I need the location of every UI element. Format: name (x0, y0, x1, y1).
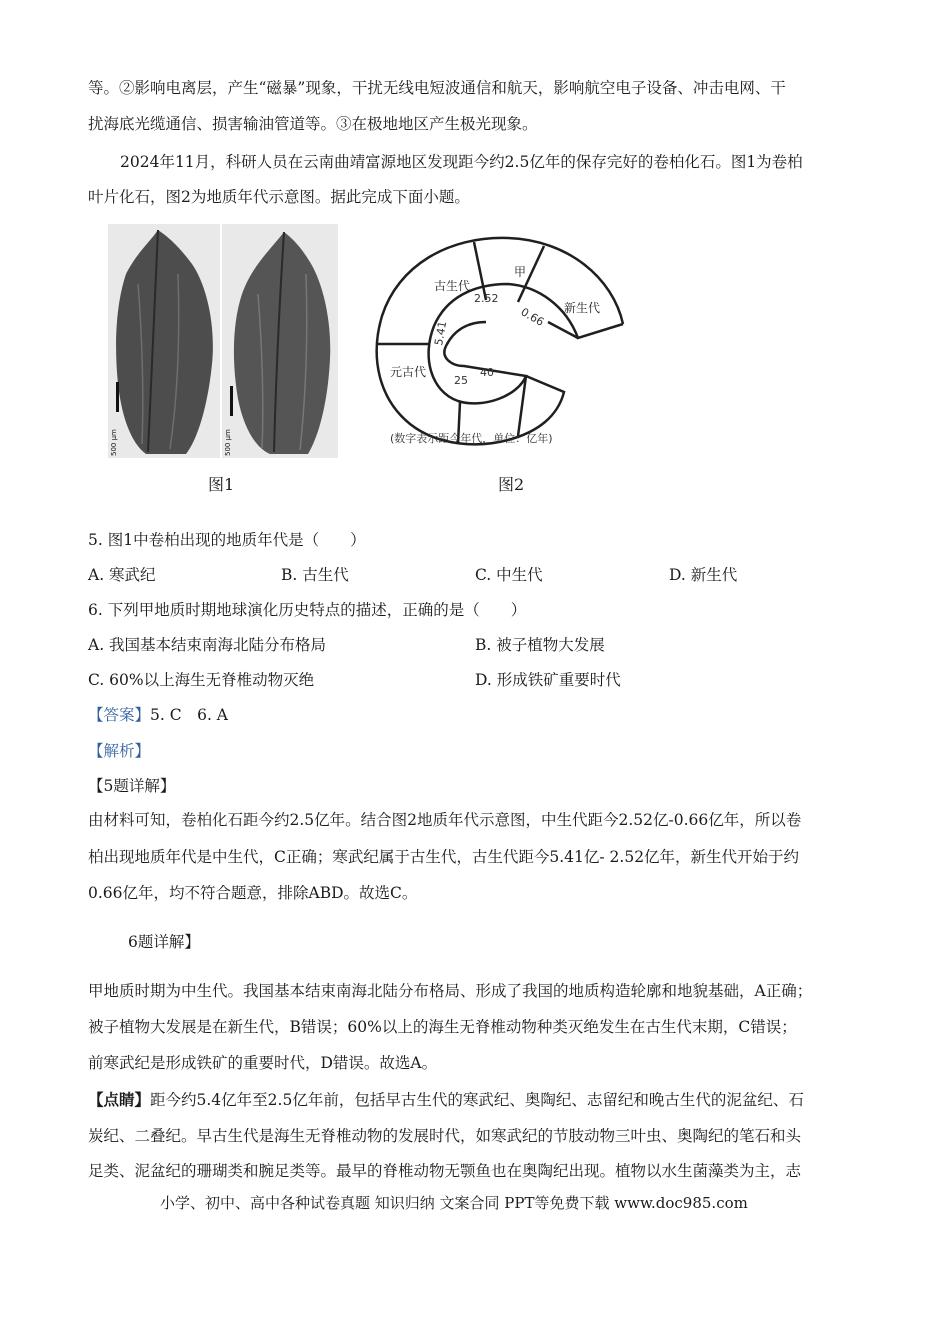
detail-5-title: 【5题详解】 (88, 777, 176, 795)
detail-5-line: 0.66亿年，均不符合题意，排除ABD。故选C。 (88, 884, 418, 902)
detail-6-title: 6题详解】 (128, 933, 200, 951)
paragraph-line: 扰海底光缆通信、损害输油管道等。③在极地地区产生极光现象。 (88, 115, 538, 133)
tip-line: 足类、泥盆纪的珊瑚类和腕足类等。最早的脊椎动物无颚鱼也在奥陶纪出现。植物以水生菌藻类为主，志 (88, 1162, 802, 1180)
material-intro-line: 叶片化石，图2为地质年代示意图。据此完成下面小题。 (88, 188, 470, 206)
era-label-jia: 甲 (514, 265, 527, 279)
figure-2-caption: 图2 (498, 475, 525, 494)
question-5-option-b: B. 古生代 (281, 566, 349, 584)
figure-1-caption: 图1 (208, 475, 235, 494)
question-5-option-a: A. 寒武纪 (88, 566, 156, 584)
boundary-number: 2.52 (474, 292, 499, 305)
tip-line: 炭纪、二叠纪。早古生代是海生无脊椎动物的发展时代，如寒武纪的节肢动物三叶虫、奥陶纪的笔石和头 (88, 1127, 802, 1145)
era-label-cenozoic: 新生代 (564, 301, 601, 315)
tip-tag: 【点睛】 (88, 1090, 151, 1109)
boundary-number: 25 (454, 374, 468, 387)
question-5-option-c: C. 中生代 (475, 566, 543, 584)
era-label-proterozoic: 元古代 (390, 365, 427, 379)
tip-text: 距今约5.4亿年至2.5亿年前，包括早古生代的寒武纪、奥陶纪、志留纪和晚古生代的泥盆纪、石 (150, 1091, 804, 1109)
boundary-number: 0.66 (518, 305, 547, 329)
detail-6-line: 被子植物大发展是在新生代，B错误；60%以上的海生无脊椎动物种类灭绝发生在古生代末期，C错误； (88, 1018, 797, 1036)
page-footer: 小学、初中、高中各种试卷真题 知识归纳 文案合同 PPT等免费下载 www.doc985.com (160, 1194, 748, 1212)
boundary-number: 5.41 (432, 320, 450, 347)
material-intro-line: 2024年11月，科研人员在云南曲靖富源地区发现距今约2.5亿年的保存完好的卷柏化石。图1为卷柏 (120, 153, 803, 171)
question-6-option-a: A. 我国基本结束南海北陆分布格局 (88, 636, 327, 654)
detail-6-line: 前寒武纪是形成铁矿的重要时代，D错误。故选A。 (88, 1054, 438, 1072)
analysis-tag: 【解析】 (88, 742, 151, 760)
fossil-photo-right (222, 224, 338, 458)
scale-label: 500 μm (110, 429, 118, 456)
question-5-option-d: D. 新生代 (669, 566, 738, 584)
question-6-stem: 6. 下列甲地质时期地球演化历史特点的描述，正确的是（ ） (88, 601, 527, 619)
answer-text: 5. C 6. A (150, 706, 229, 724)
fossil-photo-left (108, 224, 220, 458)
question-6-option-d: D. 形成铁矿重要时代 (475, 671, 621, 689)
answer-line (88, 705, 868, 725)
tip-line (88, 1090, 868, 1110)
boundary-number: 40 (480, 366, 494, 379)
paragraph-line: 等。②影响电离层，产生“磁暴”现象，干扰无线电短波通信和航天，影响航空电子设备、冲击电网、干 (88, 79, 786, 97)
question-5-stem: 5. 图1中卷柏出现的地质年代是（ ） (88, 531, 366, 549)
detail-5-line: 柏出现地质年代是中生代，C正确；寒武纪属于古生代，古生代距今5.41亿- 2.52亿年，新生代开始于约 (88, 848, 800, 866)
question-6-option-c: C. 60%以上海生无脊椎动物灭绝 (88, 671, 315, 689)
question-6-option-b: B. 被子植物大发展 (475, 636, 605, 654)
detail-6-line: 甲地质时期为中生代。我国基本结束南海北陆分布格局、形成了我国的地质构造轮廓和地貌基础，A正确； (88, 982, 813, 1000)
diagram-note: (数字表示距今年代，单位：亿年) (390, 432, 553, 445)
detail-5-line: 由材料可知，卷柏化石距今约2.5亿年。结合图2地质年代示意图，中生代距今2.52亿-0.66亿年，所以卷 (88, 811, 802, 829)
era-label-paleozoic: 古生代 (434, 279, 471, 293)
geologic-time-spiral-diagram (368, 226, 638, 458)
scale-label: 500 μm (224, 429, 232, 456)
answer-tag: 【答案】 (88, 706, 151, 724)
